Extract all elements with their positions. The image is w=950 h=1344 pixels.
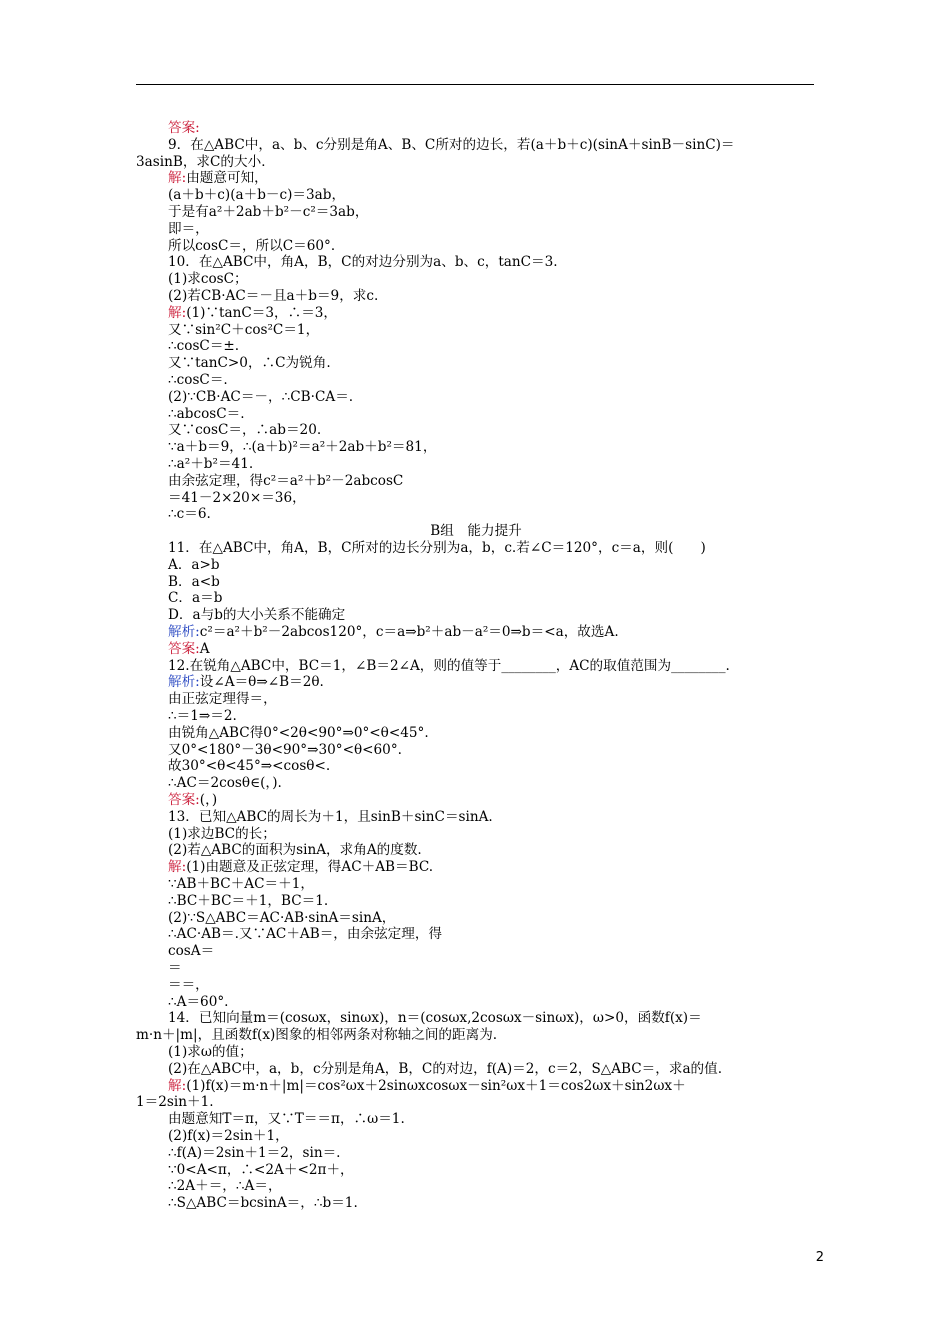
label-text: 解: [168, 859, 187, 876]
line-text: 3asinB，求C的大小． [136, 153, 275, 170]
line-text: (2)∵S△ABC＝AC·AB·sinA＝sinA， [168, 909, 396, 926]
line-text: 由题意可知， [186, 170, 268, 187]
text-line [168, 422, 321, 439]
text-line [168, 490, 306, 507]
line-text: 12.在锐角△ABC中，BC＝1，∠B＝2∠A，则的值等于________，AC的取值范围为________. [168, 657, 730, 674]
text-line [136, 154, 275, 171]
line-text: ∴abcosC＝. [168, 405, 245, 422]
text-line [168, 1178, 282, 1195]
line-text: ＝＝， [168, 976, 209, 993]
line-text: (2)∵CB·AC＝－，∴CB·CA＝. [168, 388, 354, 405]
line-text: 又∵sin²C＋cos²C＝1， [168, 321, 320, 338]
line-text: 11．在△ABC中，角A，B，C所对的边长分别为a，b，c.若∠C＝120°，c＝a，则( ) [168, 540, 706, 556]
text-line [168, 1078, 686, 1095]
label-text: 答案: [168, 120, 200, 136]
line-text: A [199, 640, 210, 657]
label-text: 解: [168, 304, 187, 321]
line-text: (1)求cosC； [168, 271, 248, 288]
text-line [136, 523, 816, 540]
line-text: 由锐角△ABC得0°<2θ<90°⇒0°<θ<45°. [168, 724, 429, 741]
text-line [168, 355, 331, 372]
line-text: 设∠A＝θ⇒∠B＝2θ. [199, 674, 324, 691]
line-text: (1)求ω的值； [168, 1044, 253, 1060]
line-text: ∴AC＝2cosθ∈(，). [168, 775, 282, 792]
line-text: ∴cosC＝±. [168, 338, 240, 355]
text-line [168, 456, 253, 473]
text-line [168, 708, 237, 725]
label-text: 解: [168, 1077, 187, 1094]
line-text: 所以cosC＝，所以C＝60°． [168, 237, 345, 254]
line-text: ∴c＝6. [168, 506, 211, 523]
text-line [168, 893, 328, 910]
text-line [168, 322, 319, 339]
line-text: 10．在△ABC中，角A，B，C的对边分别为a、b、c，tanC＝3. [168, 254, 558, 271]
text-line [168, 389, 353, 406]
line-text: (a＋b＋c)(a＋b－c)＝3ab， [168, 187, 346, 204]
line-text: (2)在△ABC中，a，b，c分别是角A，B，C的对边，f(A)＝2，c＝2，S△ABC＝，求a的值. [168, 1060, 723, 1077]
line-text: B组 能力提升 [430, 523, 522, 540]
text-line [168, 120, 200, 137]
text-line [168, 876, 314, 893]
line-text: 又∵tanC>0，∴C为锐角. [168, 355, 331, 372]
text-line [168, 977, 209, 994]
line-text: 即＝， [168, 220, 209, 237]
text-line [168, 574, 220, 591]
text-line [168, 590, 222, 607]
line-text: ∴a²＋b²＝41. [168, 456, 254, 472]
text-line [168, 607, 345, 624]
text-line [168, 1195, 358, 1212]
text-line [168, 406, 245, 423]
line-text: c²＝a²＋b²－2abcos120°，c＝a⇒b²＋ab－a²＝0⇒b＝<a，故选A. [199, 624, 619, 640]
line-text: (1)f(x)＝m·n＋|m|＝cos²ωx＋2sinωxcosωx－sin²ωx＋1＝cos2ωx＋sin2ωx＋ [186, 1077, 686, 1094]
line-text: (2)若△ABC的面积为sinA，求角A的度数. [168, 842, 422, 859]
line-text: ∴f(A)＝2sin＋1＝2，sin＝. [168, 1144, 341, 1161]
line-text: ∴＝1⇒＝2. [168, 708, 237, 724]
line-text: 于是有a²＋2ab＋b²－c²＝3ab， [168, 204, 369, 220]
label-text: 答案: [168, 792, 200, 808]
line-text: (2)f(x)＝2sin＋1， [168, 1128, 289, 1144]
text-line [168, 1010, 702, 1027]
text-line [168, 338, 239, 355]
line-text: 又∵cosC＝，∴ab＝20. [168, 422, 322, 439]
text-line [168, 691, 277, 708]
text-line [168, 1145, 341, 1162]
line-text: ∴S△ABC＝bcsinA＝，∴b＝1. [168, 1195, 358, 1212]
label-text: 解析: [168, 674, 200, 691]
line-text: 由正弦定理得＝， [168, 691, 277, 708]
line-text: ∴cosC＝. [168, 372, 228, 388]
line-text: ∴A＝60°. [168, 993, 229, 1010]
text-line [168, 439, 436, 456]
text-line [136, 1027, 497, 1044]
line-text: (2)若CB·AC＝－且a＋b＝9，求c. [168, 288, 379, 304]
text-line [168, 960, 182, 977]
text-line [168, 775, 282, 792]
text-line [168, 658, 730, 675]
line-text: m·n＋|m|，且函数f(x)图象的相邻两条对称轴之间的距离为. [136, 1027, 498, 1044]
text-line [136, 1094, 214, 1111]
line-text: 1＝2sin＋1. [136, 1094, 214, 1111]
line-text: 由余弦定理，得c²＝a²＋b²－2abcosC [168, 472, 404, 489]
line-text: C．a＝b [168, 590, 223, 607]
text-line [168, 809, 493, 826]
line-text: 14．已知向量m＝(cosωx，sinωx)，n＝(cosωx,2cosωx－sinωx)，ω>0，函数f(x)＝ [168, 1010, 702, 1027]
text-line [168, 170, 268, 187]
line-text: ∵0<A<π，∴<2A＋<2π＋， [168, 1161, 354, 1178]
text-line [168, 725, 429, 742]
label-text: 答案: [168, 640, 200, 657]
text-line [168, 1044, 253, 1061]
text-line [168, 910, 395, 927]
text-line [168, 1128, 289, 1145]
line-text: ∴2A＋＝，∴A＝， [168, 1178, 282, 1195]
text-line [168, 506, 211, 523]
label-text: 解析: [168, 624, 200, 640]
line-text: cosA＝ [168, 943, 215, 960]
line-text: B．a<b [168, 573, 220, 590]
text-line [168, 1162, 354, 1179]
text-line [168, 557, 220, 574]
text-line [168, 624, 619, 641]
text-line [168, 641, 210, 658]
text-line [168, 137, 735, 154]
text-line [168, 221, 209, 238]
text-line [168, 842, 422, 859]
header-rule [136, 84, 814, 85]
text-line [168, 288, 378, 305]
line-text: 又0°<180°－3θ<90°⇒30°<θ<60°. [168, 741, 402, 758]
text-line [168, 1111, 405, 1128]
text-line [168, 943, 214, 960]
text-line [168, 742, 402, 759]
text-line [168, 540, 706, 557]
text-line [168, 994, 228, 1011]
line-text: 故30°<θ<45°⇒<cosθ<. [168, 758, 331, 775]
line-text: 由题意知T＝π，又∵T＝＝π，∴ω＝1. [168, 1111, 405, 1128]
label-text: 解: [168, 170, 187, 187]
line-text: 9．在△ABC中，a、b、c分别是角A、B、C所对的边长，若(a＋b＋c)(sinA＋sinB－sinC)＝ [168, 136, 735, 153]
line-text: ∵a＋b＝9，∴(a＋b)²＝a²＋2ab＋b²＝81， [168, 439, 437, 456]
text-line [168, 826, 276, 843]
text-line [168, 859, 433, 876]
text-line [168, 473, 403, 490]
page-number: 2 [815, 1250, 824, 1265]
line-text: ∴AC·AB＝.又∵AC＋AB＝，由余弦定理，得 [168, 926, 443, 943]
line-text: ∴BC＋BC＝＋1，BC＝1. [168, 892, 329, 909]
line-text: A．a>b [168, 556, 220, 573]
text-line [168, 187, 345, 204]
line-text: ＝41－2×20×＝36， [168, 489, 306, 506]
text-line [168, 758, 330, 775]
text-line [168, 674, 324, 691]
text-line [168, 204, 368, 221]
text-line [168, 271, 248, 288]
line-text: ＝ [168, 960, 182, 976]
text-line [168, 372, 228, 389]
line-text: D．a与b的大小关系不能确定 [168, 607, 346, 624]
line-text: (1)∵tanC＝3，∴＝3， [186, 304, 338, 321]
line-text: 13．已知△ABC的周长为＋1，且sinB＋sinC＝sinA. [168, 808, 493, 825]
text-line [168, 254, 558, 271]
text-line [168, 792, 217, 809]
line-text: (1)由题意及正弦定理，得AC＋AB＝BC. [186, 859, 434, 876]
line-text: (1)求边BC的长； [168, 825, 276, 842]
text-line [168, 238, 344, 255]
line-text: (，) [199, 792, 218, 808]
text-line [168, 305, 337, 322]
line-text: ∵AB＋BC＋AC＝＋1， [168, 876, 314, 892]
text-line [168, 1061, 722, 1078]
text-line [168, 926, 442, 943]
